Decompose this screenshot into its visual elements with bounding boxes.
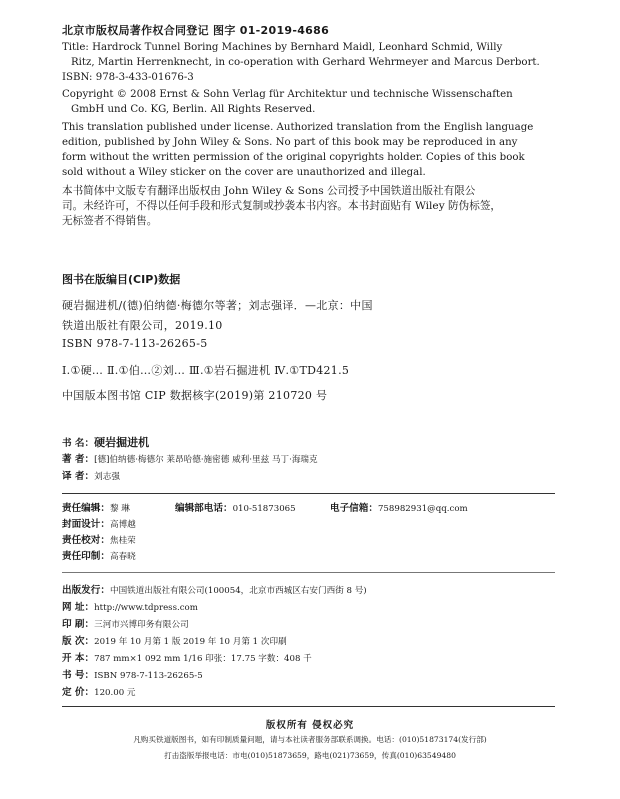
copyright-line: Copyright © 2008 Ernst & Sohn Verlag für Architektur und technische Wissenschaften (62, 89, 513, 100)
book-title-row (62, 434, 149, 450)
label: 网 址： (62, 602, 95, 613)
cover-designer: 高博越 (109, 520, 136, 530)
cip-line: 硬岩掘进机/(德)伯纳德·梅德尔等著；刘志强译．—北京：中国 (62, 299, 373, 312)
label: 书 名： (62, 438, 95, 449)
divider (62, 572, 555, 573)
value: ISBN 978-7-113-26265-5 (94, 671, 203, 681)
value: 三河市兴博印务有限公司 (94, 620, 189, 630)
value: 2019 年 10 月第 1 版 2019 年 10 月第 1 次印刷 (94, 637, 287, 647)
original-isbn: ISBN: 978-3-433-01676-3 (62, 72, 194, 83)
rights-heading: 版权所有 侵权必究 (265, 720, 355, 731)
chinese-license-line: 司。未经许可，不得以任何手段和形式复制或抄袭本书内容。本书封面贴有 Wiley 防伪标签， (62, 200, 502, 212)
cover-design-row (62, 516, 136, 530)
copyright-line: GmbH und Co. KG, Berlin. All Rights Reserved. (71, 104, 316, 115)
label: 著 者： (62, 454, 95, 465)
proofreader: 焦桂荣 (109, 536, 136, 546)
isbn-row (62, 667, 203, 681)
email: 758982931@qq.com (377, 504, 468, 514)
piracy-hotline: 打击盗版举报电话：市电(010)51873659，路电(021)73659，传真(010)63549480 (164, 751, 456, 760)
website-row (62, 599, 198, 613)
label: 责任编辑： (62, 503, 110, 514)
cip-line: 铁道出版社有限公司，2019.10 (62, 319, 223, 332)
website: http://www.tdpress.com (94, 603, 198, 613)
label: 编辑部电话： (175, 503, 233, 514)
price: 120.00 元 (94, 688, 136, 698)
label: 定 价： (62, 687, 95, 698)
rights-notice: 凡购买铁道版图书，如有印制质量问题，请与本社读者服务部联系调换。电话：(010)51873174(发行部) (133, 735, 487, 744)
divider (62, 706, 555, 707)
label: 书 号： (62, 670, 95, 681)
license-line: form without the written permission of the original copyrights holder. Copies of this book (62, 152, 525, 163)
editor: 黎 琳 (109, 504, 130, 514)
editor-row (62, 500, 130, 514)
editorial-phone-row (175, 500, 296, 514)
license-line: sold without a Wiley sticker on the cover are unauthorized and illegal. (62, 167, 426, 178)
format-row (62, 650, 312, 664)
label: 印 刷： (62, 619, 95, 630)
label: 责任印制： (62, 551, 110, 562)
divider (62, 493, 555, 494)
print-manager-row (62, 548, 136, 562)
english-title-line: Title: Hardrock Tunnel Boring Machines by Bernhard Maidl, Leonhard Schmid, Willy (62, 42, 503, 53)
authors: [德]伯纳德·梅德尔 莱昂哈德·施密德 威利·里兹 马丁·海瑞克 (94, 455, 318, 465)
print-manager: 高春晓 (109, 552, 136, 562)
label: 电子信箱： (330, 503, 378, 514)
label: 版 次： (62, 636, 95, 647)
publisher-row (62, 582, 367, 596)
cip-title: 图书在版编目(CIP)数据 (62, 273, 181, 286)
editorial-phone: 010-51873065 (232, 504, 296, 514)
edition-row (62, 633, 287, 647)
copyright-registration: 北京市版权局著作权合同登记 图字 01-2019-4686 (62, 24, 330, 37)
value: 787 mm×1 092 mm 1/16 印张：17.75 字数：408 千 (94, 654, 312, 664)
printer-row (62, 616, 189, 630)
email-row (330, 500, 468, 514)
value: 中国铁道出版社有限公司(100054，北京市西城区右安门西街 8 号) (109, 586, 367, 596)
label: 出版发行： (62, 585, 110, 596)
proofreader-row (62, 532, 136, 546)
chinese-license-line: 无标签者不得销售。 (62, 215, 158, 227)
cip-isbn: ISBN 978-7-113-26265-5 (62, 337, 208, 350)
english-title-line: Ritz, Martin Herrenknecht, in co-operation with Gerhard Wehrmeyer and Marcus Derbort. (71, 57, 540, 68)
book-title: 硬岩掘进机 (94, 436, 150, 449)
label: 封面设计： (62, 519, 110, 530)
cip-record-number: 中国版本图书馆 CIP 数据核字(2019)第 210720 号 (62, 389, 328, 402)
label: 责任校对： (62, 535, 110, 546)
license-line: edition, published by John Wiley & Sons. No part of this book may be reproduced in any (62, 137, 518, 148)
license-line: This translation published under license. Authorized translation from the English language (62, 122, 534, 133)
translator: 刘志强 (94, 472, 120, 482)
label: 开 本： (62, 653, 95, 664)
price-row (62, 684, 136, 698)
chinese-license-line: 本书简体中文版专有翻译出版权由 John Wiley & Sons 公司授予中国铁道出版社有限公 (62, 185, 476, 197)
author-row (62, 451, 318, 465)
label: 译 者： (62, 471, 95, 482)
translator-row (62, 468, 120, 482)
cip-classification: Ⅰ.①硬… Ⅱ.①伯…②刘… Ⅲ.①岩石掘进机 Ⅳ.①TD421.5 (62, 364, 350, 377)
